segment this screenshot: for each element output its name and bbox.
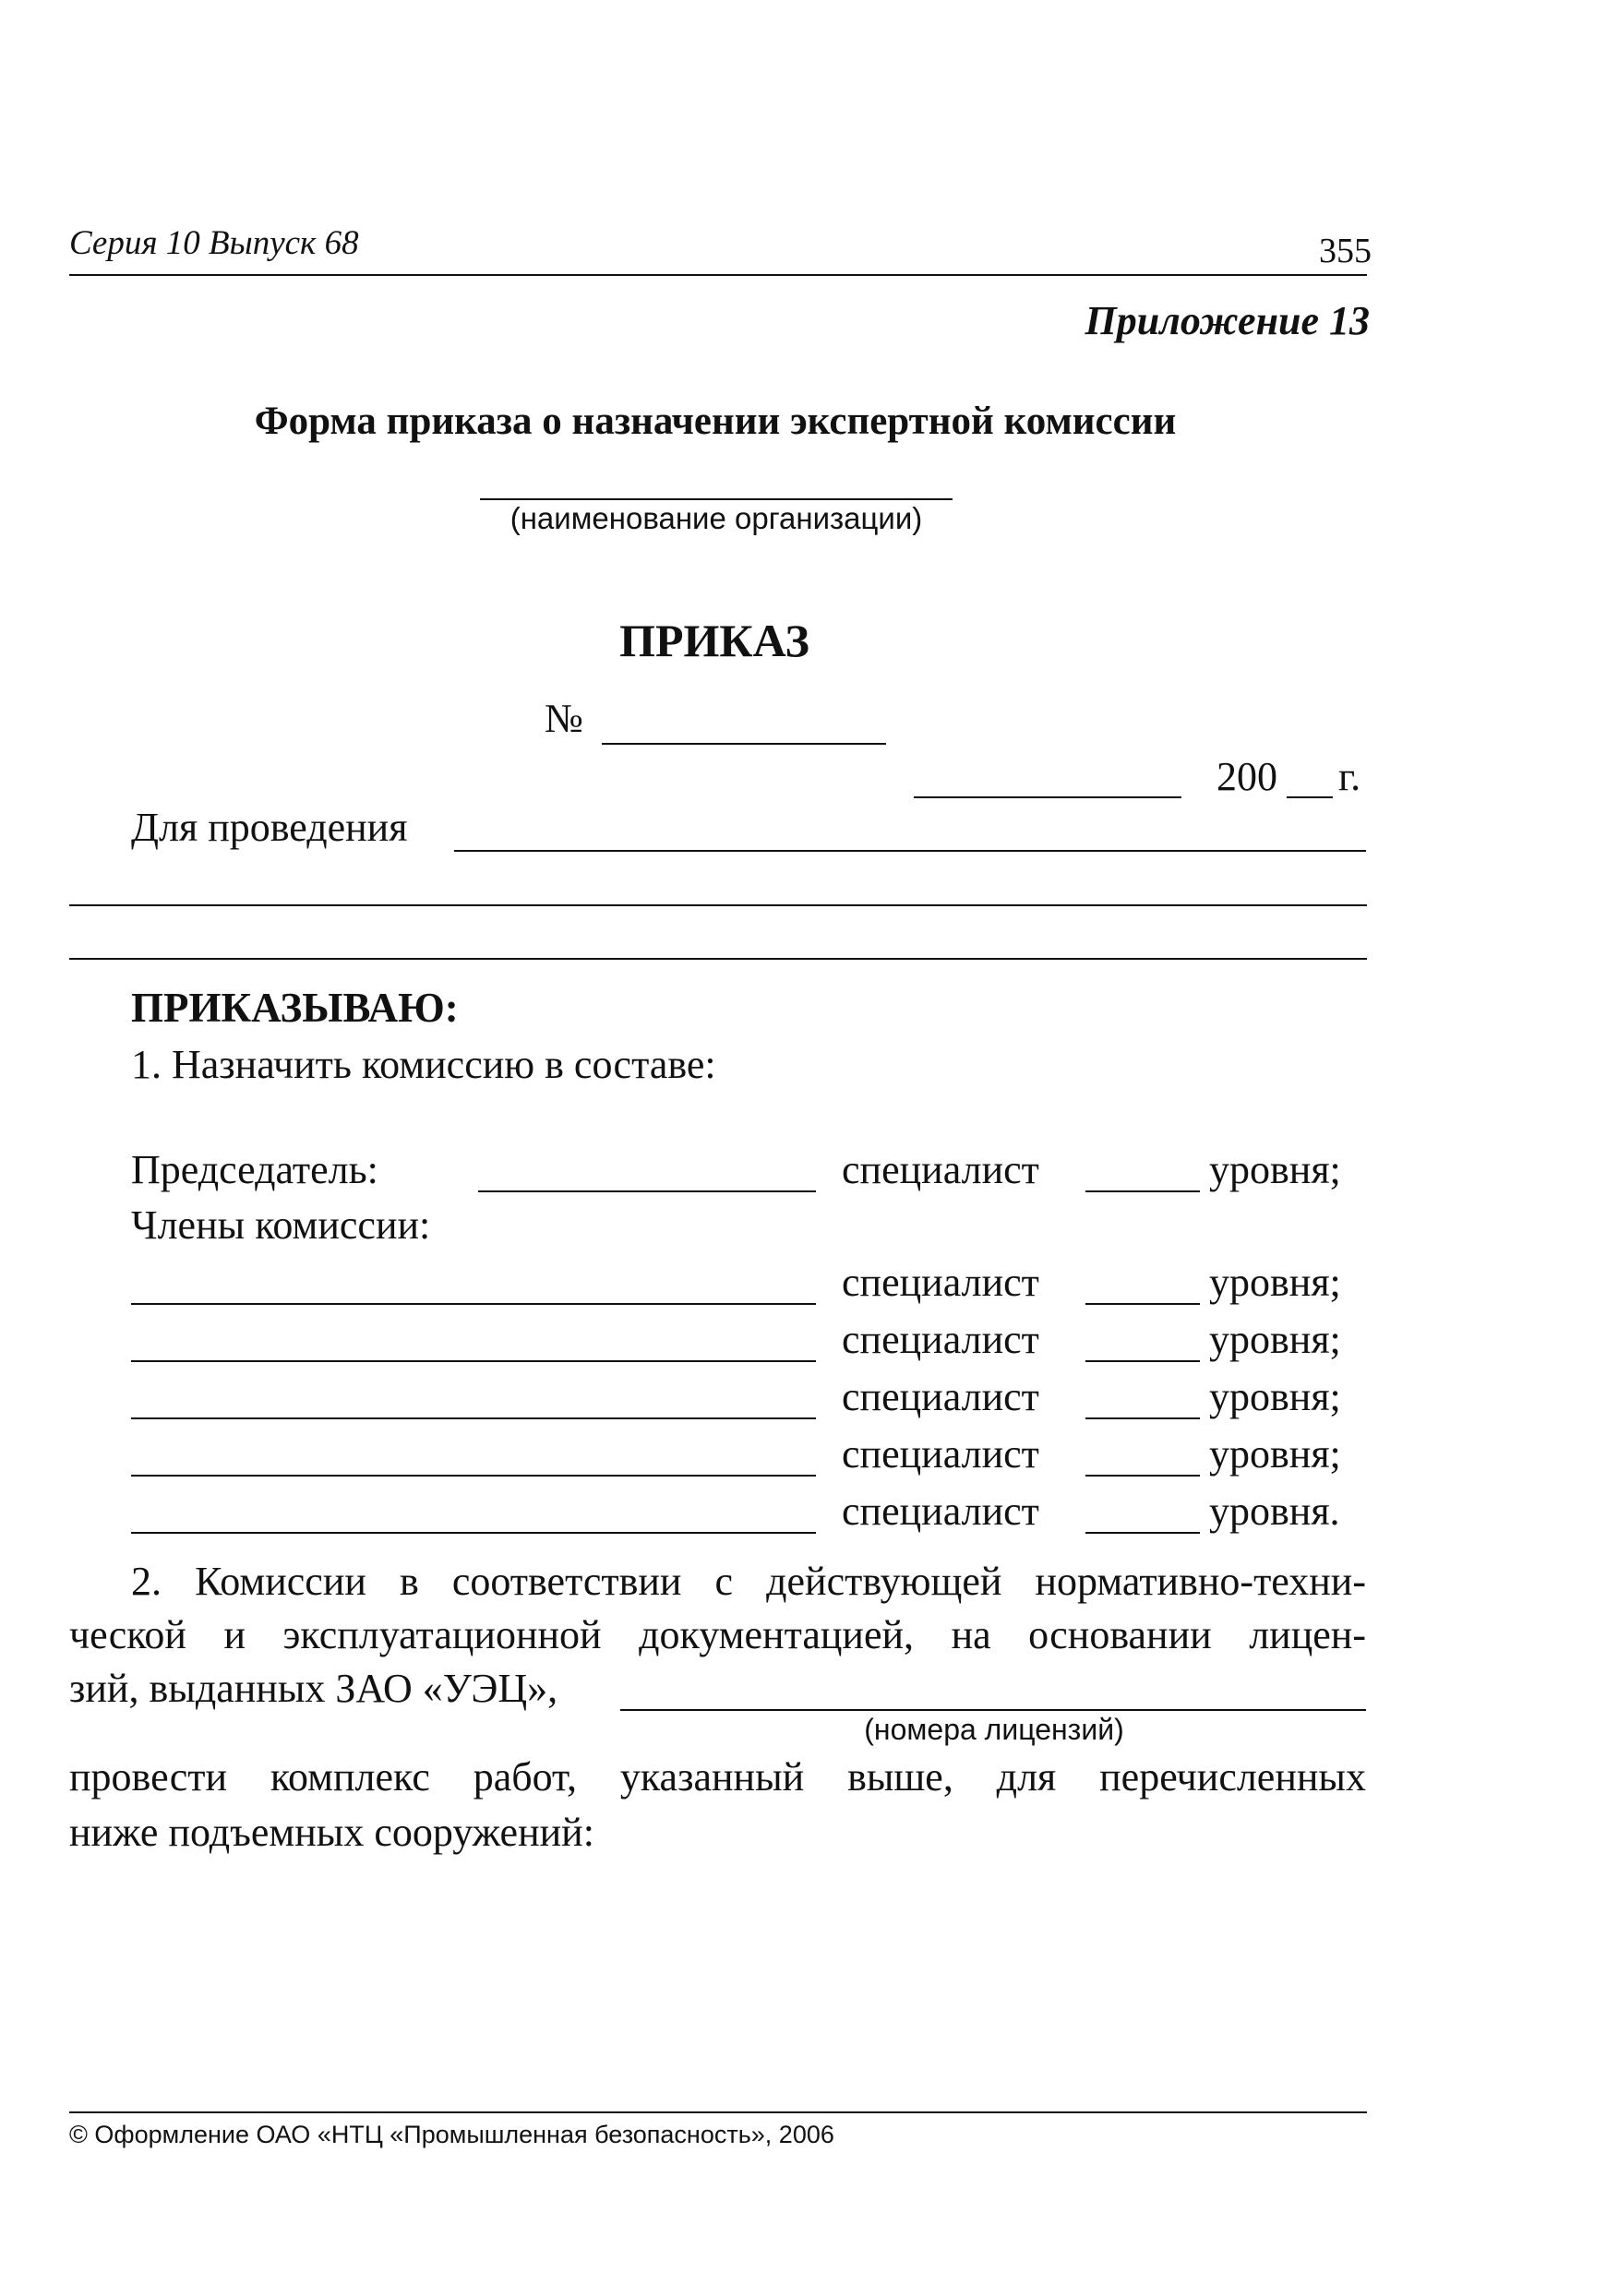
appendix-label: Приложение 13 [1085,298,1370,343]
item-2-line-3: зий, выданных ЗАО «УЭЦ», [69,1666,558,1711]
member-1-level-word: уровня; [1209,1260,1341,1305]
member-4-level-word: уровня; [1209,1431,1341,1477]
item-2-line-5: ниже подъемных сооружений: [69,1810,594,1855]
member-3-level-word: уровня; [1209,1374,1341,1419]
member-5-level-word: уровня. [1209,1489,1340,1534]
member-3-specialist-word: специалист [842,1374,1039,1419]
member-4-name-blank [131,1475,816,1477]
page-number: 355 [1319,232,1372,270]
chairman-level-blank [1085,1190,1200,1192]
footer-rule [69,2111,1367,2113]
header-rule [69,274,1367,276]
member-3-level-blank [1085,1417,1200,1419]
date-blank [914,796,1181,798]
form-title: Форма приказа о назначении экспертной комиссии [254,400,1177,443]
item-1-text: 1. Назначить комиссию в составе: [131,1042,716,1087]
member-1-name-blank [131,1303,816,1305]
footer-copyright: © Оформление ОАО «НТЦ «Промышленная безопасность», 2006 [69,2121,834,2148]
member-5-name-blank [131,1532,816,1534]
chairman-specialist-word: специалист [842,1147,1039,1192]
license-numbers-caption: (номера лицензий) [864,1713,1124,1746]
purpose-blank-3 [69,958,1367,960]
chairman-level-word: уровня; [1209,1147,1341,1192]
member-2-specialist-word: специалист [842,1317,1039,1362]
member-4-specialist-word: специалист [842,1431,1039,1477]
member-4-level-blank [1085,1475,1200,1477]
year-blank [1287,796,1333,798]
member-5-level-blank [1085,1532,1200,1534]
item-2-line-1: 2. Комиссии в соответствии с действующей нормативно-техни- [131,1559,1366,1604]
member-5-specialist-word: специалист [842,1489,1039,1534]
organization-caption: (наименование организации) [509,501,923,535]
order-number-blank [602,743,886,745]
organization-name-blank [480,498,953,500]
purpose-blank-1 [454,850,1366,852]
chairman-label: Председатель: [131,1147,378,1192]
chairman-name-blank [478,1190,816,1192]
members-label: Члены комиссии: [131,1202,431,1248]
series-header: Серия 10 Выпуск 68 [69,224,359,262]
member-1-specialist-word: специалист [842,1260,1039,1305]
number-label: № [545,696,583,741]
decree-heading: ПРИКАЗЫВАЮ: [131,985,459,1031]
item-2-line-2: ческой и эксплуатационной документацией, на основании лицен- [69,1612,1366,1657]
item-2-line-4: провести комплекс работ, указанный выше, для перечисленных [69,1754,1366,1800]
member-3-name-blank [131,1417,816,1419]
member-2-level-word: уровня; [1209,1317,1341,1362]
member-1-level-blank [1085,1303,1200,1305]
purpose-blank-2 [69,904,1367,906]
license-numbers-blank [620,1709,1366,1711]
year-suffix: г. [1338,754,1361,799]
order-title: ПРИКАЗ [619,615,809,666]
year-prefix: 200 [1216,754,1277,799]
purpose-label: Для проведения [131,805,408,850]
member-2-name-blank [131,1360,816,1362]
member-2-level-blank [1085,1360,1200,1362]
